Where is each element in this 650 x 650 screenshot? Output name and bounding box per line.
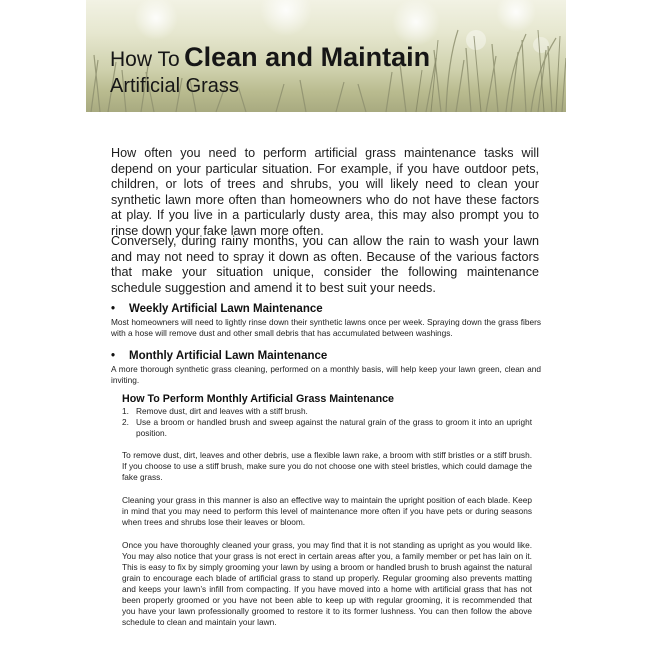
bullet-icon: • <box>111 303 116 315</box>
list-item <box>122 417 532 439</box>
step-number: 1. <box>122 406 129 416</box>
title-subline: Artificial Grass <box>110 75 239 97</box>
step-text: Use a broom or handled brush and sweep against the natural grain of the grass to groom it into an upright position. <box>136 417 532 438</box>
list-item <box>122 406 532 417</box>
howto-heading: How To Perform Monthly Artificial Grass Maintenance <box>122 393 394 405</box>
section-weekly-text: Most homeowners will need to lightly rinse down their synthetic lawns once per week. Spraying down the grass fibers with a hose will remove dust and other small debris that has accumulated between washings. <box>111 317 541 338</box>
howto-paragraph-3: Once you have thoroughly cleaned your grass, you may find that it is not standing as upright as you would like. You may also notice that your grass is not erect in certain areas after you, a family member or pet has lain on it. This is easy to fix by simply grooming your lawn by using a broom or handled brush to brush against the natural grain to encourage each blade of artificial grass to stand up properly. Regular grooming also prevents matting and keeps your lawn’s infill from compacting. If you have moved into a home with artificial grass that has not been properly groomed or you have not been able to keep up with regular grooming, it is recommended that you have your lawn professionally groomed to restore it to its former lushness. You can then follow the above schedule to clean and maintain your lawn. <box>122 540 532 627</box>
intro-paragraph-1: How often you need to perform artificial grass maintenance tasks will depend on your particular situation. For example, if you have outdoor pets, children, or lots of trees and shrubs, you will likely need to clean your synthetic lawn more often than homeowners who do not have these factors at play. If you live in a particularly dusty area, this may also prompt you to rinse down your fake lawn more often. <box>111 146 539 238</box>
section-weekly-heading <box>111 303 323 315</box>
howto-paragraph-2: Cleaning your grass in this manner is also an effective way to maintain the upright position of each blade. Keep in mind that you may need to perform this level of maintenance more often if you have pets or during seasons when trees and shrubs lose their leaves or bloom. <box>122 495 532 527</box>
title-main: Clean and Maintain <box>184 42 431 72</box>
bullet-icon: • <box>111 350 116 362</box>
section-monthly-heading <box>111 350 327 362</box>
section-heading-text: Weekly Artificial Lawn Maintenance <box>129 303 323 315</box>
howto-paragraph-1: To remove dust, dirt, leaves and other debris, use a flexible lawn rake, a broom with stiff bristles or a stiff brush. If you choose to use a stiff brush, make sure you do not choose one with steel bristles, which could damage the fake grass. <box>122 450 532 482</box>
title-prefix: How To <box>110 48 180 71</box>
page-title <box>110 42 430 73</box>
intro-paragraph-2: Conversely, during rainy months, you can allow the rain to wash your lawn and may not need to spray it down as often. Because of the various factors that make your situation unique, consider the following maintenance schedule suggestion and amend it to best suit your needs. <box>111 234 539 295</box>
header-banner <box>86 0 566 112</box>
step-text: Remove dust, dirt and leaves with a stiff brush. <box>136 406 308 416</box>
section-heading-text: Monthly Artificial Lawn Maintenance <box>129 350 328 362</box>
section-monthly-text: A more thorough synthetic grass cleaning, performed on a monthly basis, will help keep your lawn green, clean and inviting. <box>111 364 541 385</box>
step-number: 2. <box>122 417 129 427</box>
steps-list <box>122 406 532 439</box>
